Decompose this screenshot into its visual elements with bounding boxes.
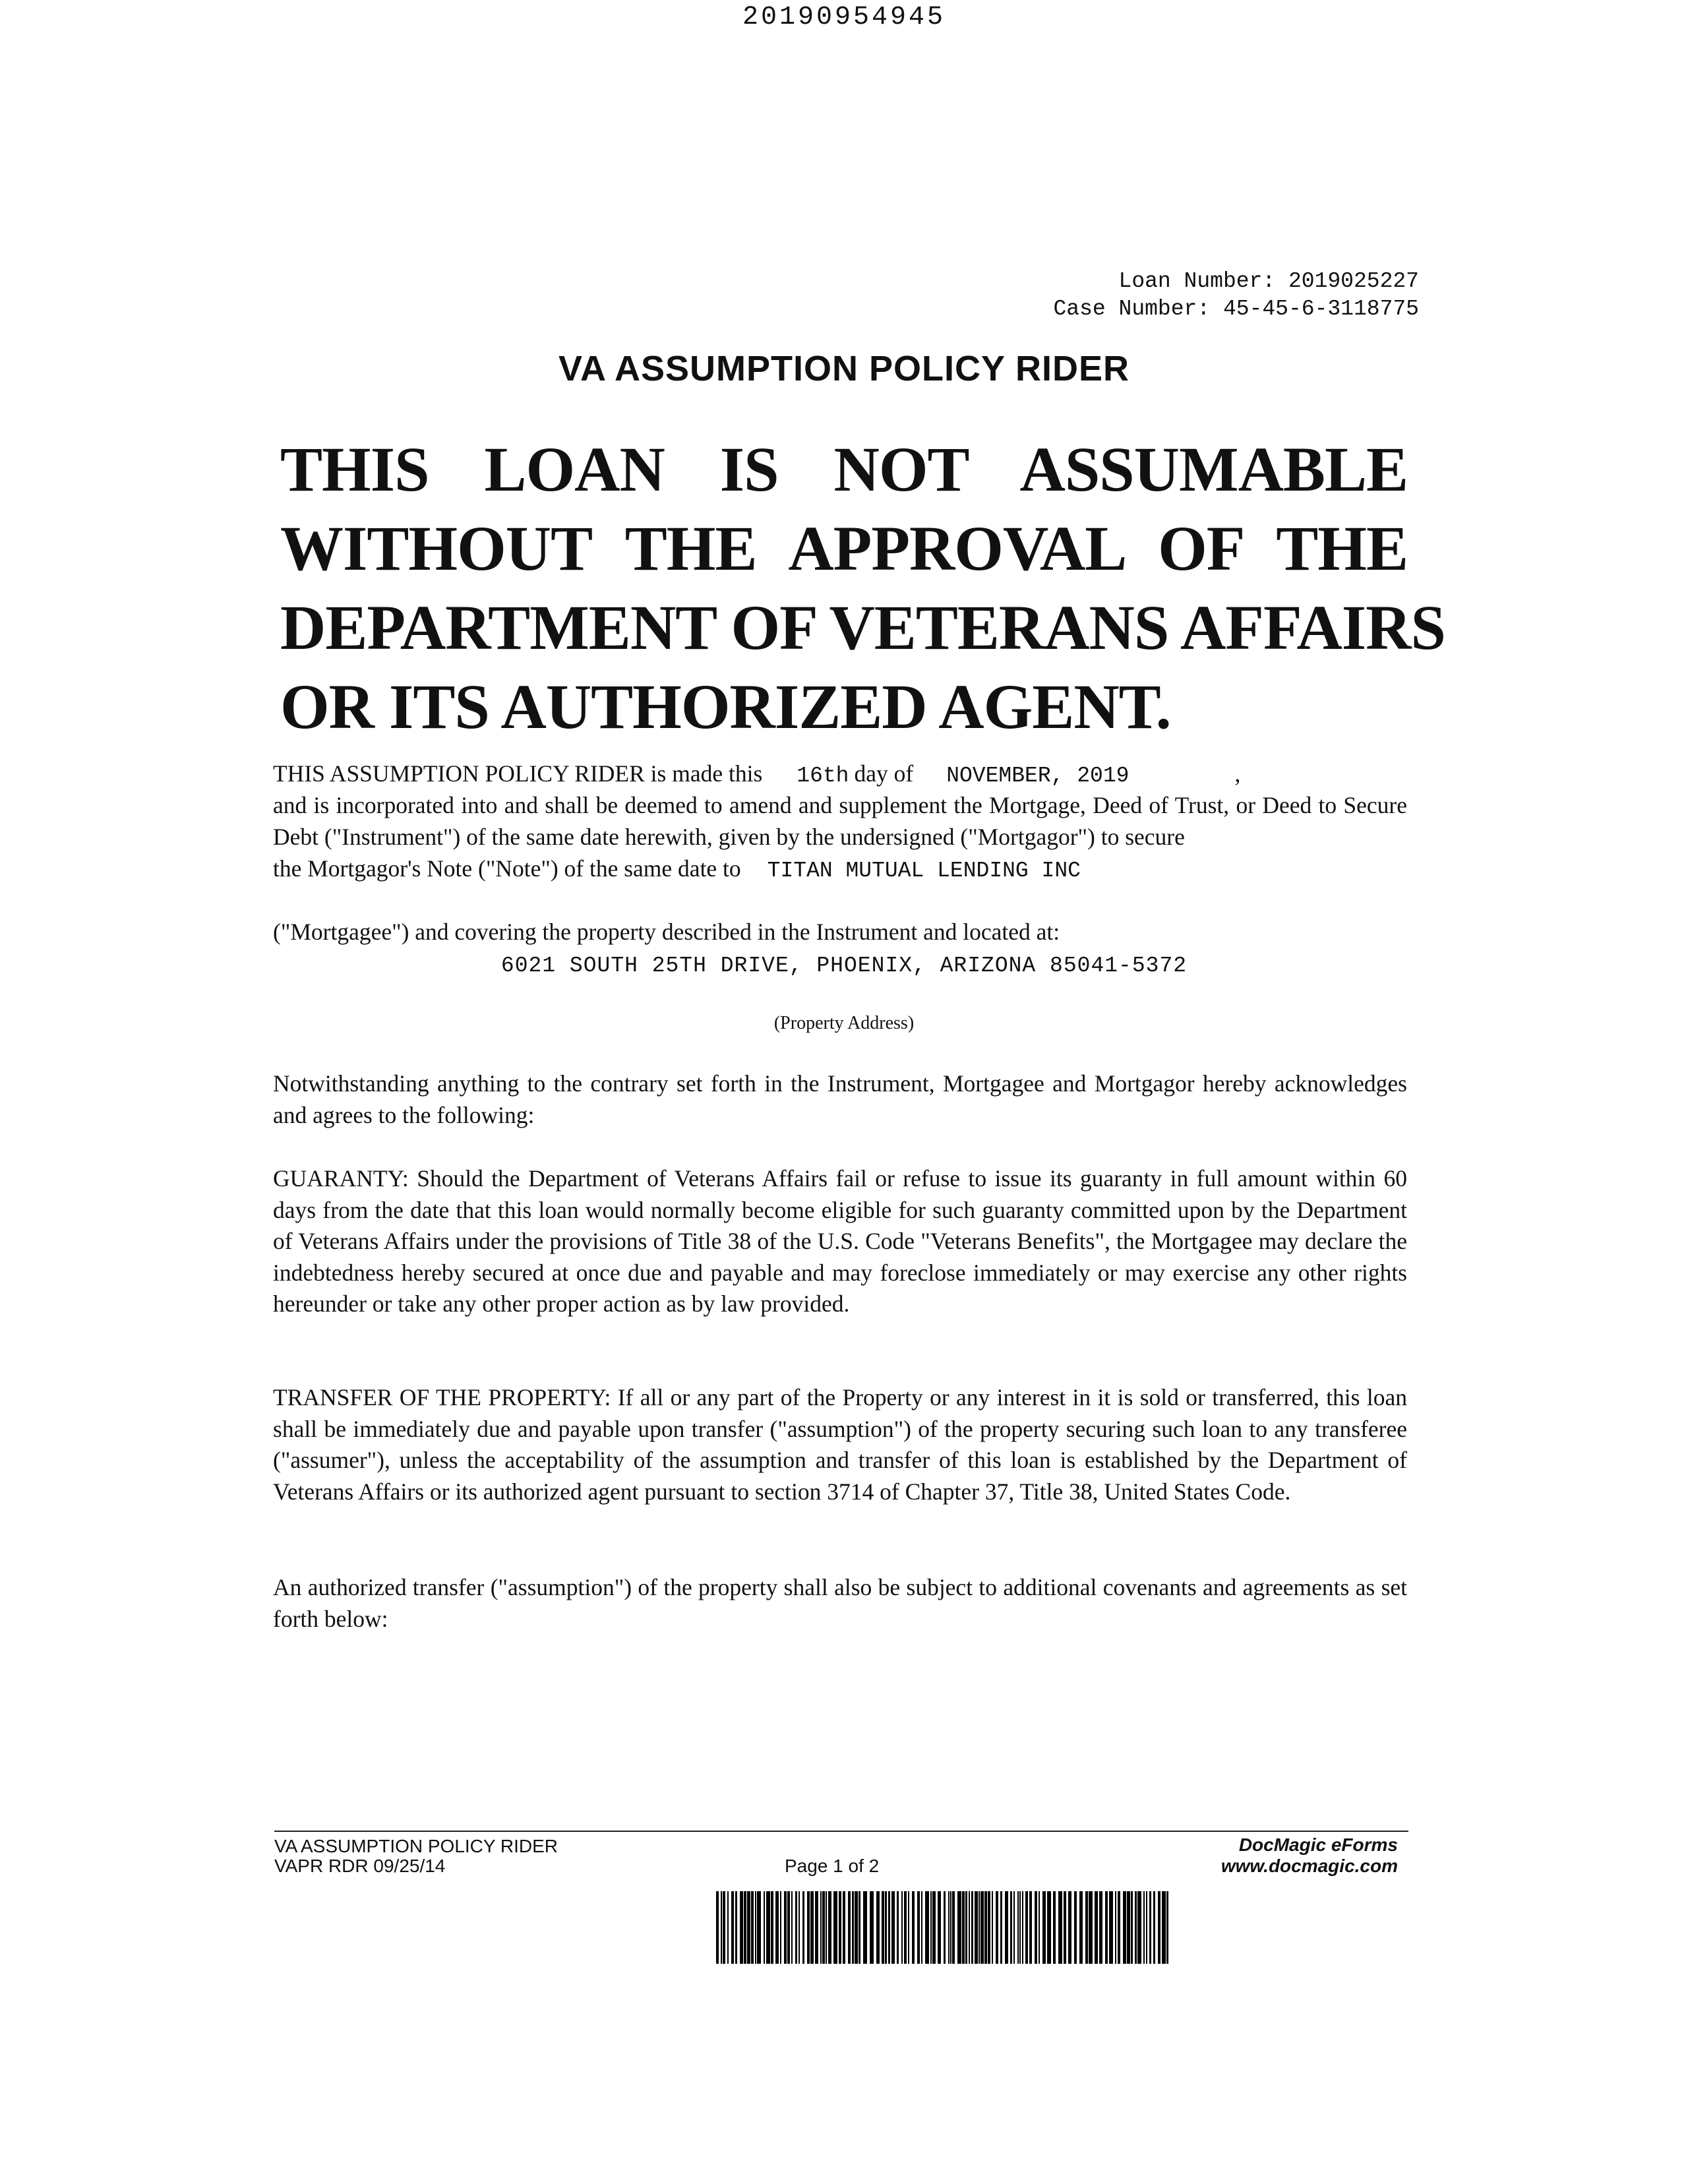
barcode-bar	[731, 1891, 734, 1964]
barcode-bar	[1047, 1891, 1051, 1964]
barcode-bar	[1053, 1891, 1056, 1964]
note-line	[273, 853, 1407, 887]
barcode-bar	[799, 1891, 800, 1964]
barcode-bar	[1166, 1891, 1168, 1964]
barcode-bar	[984, 1891, 987, 1964]
page-indicator: Page 1 of 2	[785, 1856, 880, 1876]
barcode-bar	[723, 1891, 725, 1964]
barcode-bar	[1127, 1891, 1130, 1964]
barcode-bar	[950, 1891, 951, 1964]
barcode-bar	[1123, 1891, 1126, 1964]
barcode-bar	[948, 1891, 950, 1964]
barcode-bar	[917, 1891, 920, 1964]
barcode-bar	[828, 1891, 831, 1964]
barcode-bar	[1019, 1891, 1021, 1964]
notwithstanding-paragraph: Notwithstanding anything to the contrary set forth in the Instrument, Mortgagee and Mortgagor hereby acknowledges and agrees to the following:	[273, 1070, 1407, 1128]
barcode-bar	[901, 1891, 903, 1964]
barcode-bar	[747, 1891, 750, 1964]
barcode-bar	[833, 1891, 837, 1964]
barcode-bar	[716, 1891, 719, 1964]
barcode-bar	[735, 1891, 737, 1964]
barcode-bar	[1109, 1891, 1113, 1964]
barcode-bar	[859, 1891, 860, 1964]
warning-line: DEPARTMENT OF VETERANS AFFAIRS	[280, 592, 1445, 663]
barcode-bar	[988, 1891, 990, 1964]
barcode-bar	[1010, 1891, 1012, 1964]
barcode-bar	[996, 1891, 998, 1964]
barcode-bar	[810, 1891, 814, 1964]
barcode-bar	[1135, 1891, 1137, 1964]
barcode-bar	[1022, 1891, 1023, 1964]
barcode-bar	[1158, 1891, 1160, 1964]
barcode-bar	[780, 1891, 781, 1964]
barcode-bar	[1099, 1891, 1102, 1964]
barcode-bar	[944, 1891, 946, 1964]
barcode-bar	[1149, 1891, 1151, 1964]
day-field: 16th	[797, 764, 849, 788]
barcode-bar	[848, 1891, 851, 1964]
barcode-bar	[885, 1891, 887, 1964]
intro-first-line	[273, 758, 1407, 792]
barcode-bar	[952, 1891, 955, 1964]
barcode-bar	[764, 1891, 765, 1964]
barcode-bar	[1085, 1891, 1088, 1964]
barcode-bar	[766, 1891, 770, 1964]
guaranty-paragraph: GUARANTY: Should the Department of Veterans Affairs fail or refuse to issue its guaranty in full amount within 60 days from the date that this loan would normally become eligible for such guaranty committed upon by the Department of Veterans Affairs under the provisions of Title 38 of the U.S. Code "Veterans Benefits", the Mortgagee may declare the indebtedness hereby secured at once due and payable and may foreclose immediately or may exercise any other rights hereunder or take any other proper action as by law provided.	[273, 1165, 1407, 1317]
barcode-bar	[852, 1891, 854, 1964]
mortgagee-line: ("Mortgagee") and covering the property described in the Instrument and located at:	[273, 919, 1060, 945]
case-number: Case Number: 45-45-6-3118775	[1053, 297, 1419, 321]
note-prefix: the Mortgagor's Note ("Note") of the same date to	[273, 855, 741, 882]
barcode-bar	[912, 1891, 915, 1964]
barcode-bar	[925, 1891, 929, 1964]
barcode-bar	[962, 1891, 965, 1964]
barcode-bar	[1143, 1891, 1145, 1964]
barcode-bar	[820, 1891, 822, 1964]
barcode-bar	[921, 1891, 922, 1964]
barcode-bar	[1079, 1891, 1083, 1964]
footer-divider	[274, 1831, 1408, 1832]
barcode-bar	[1005, 1891, 1008, 1964]
barcode-bar	[938, 1891, 941, 1964]
barcode-bar	[897, 1891, 899, 1964]
barcode-bar	[904, 1891, 907, 1964]
barcode-bar	[744, 1891, 746, 1964]
month-year-field: NOVEMBER, 2019	[946, 764, 1130, 788]
barcode-bar	[839, 1891, 841, 1964]
barcode-bar	[1013, 1891, 1015, 1964]
barcode-bar	[843, 1891, 845, 1964]
barcode	[716, 1891, 1174, 1964]
intro-body: and is incorporated into and shall be deemed to amend and supplement the Mortgage, Deed of Trust, or Deed to Secure Debt ("Instrument") of the same date herewith, given by the undersigned ("Mortgagor") to secure	[273, 792, 1407, 850]
barcode-bar	[979, 1891, 980, 1964]
barcode-bar	[815, 1891, 818, 1964]
barcode-bar	[969, 1891, 970, 1964]
intro-comma: ,	[1234, 760, 1241, 787]
barcode-bar	[1068, 1891, 1071, 1964]
barcode-bar	[882, 1891, 884, 1964]
barcode-bar	[876, 1891, 880, 1964]
footer-form-title: VA ASSUMPTION POLICY RIDER	[274, 1836, 558, 1856]
barcode-bar	[1118, 1891, 1120, 1964]
property-address-caption: (Property Address)	[773, 1013, 915, 1033]
property-address: 6021 SOUTH 25TH DRIVE, PHOENIX, ARIZONA 85041-5372	[500, 954, 1188, 978]
barcode-bar	[807, 1891, 810, 1964]
barcode-bar	[1137, 1891, 1141, 1964]
docmagic-logo: DocMagic eForms	[1238, 1835, 1398, 1855]
barcode-bar	[1074, 1891, 1077, 1964]
document-title: VA ASSUMPTION POLICY RIDER	[558, 349, 1130, 388]
barcode-bar	[932, 1891, 936, 1964]
barcode-bar	[727, 1891, 729, 1964]
barcode-bar	[1146, 1891, 1147, 1964]
barcode-bar	[1025, 1891, 1028, 1964]
barcode-bar	[1029, 1891, 1032, 1964]
barcode-bar	[980, 1891, 984, 1964]
barcode-bar	[721, 1891, 722, 1964]
barcode-bar	[870, 1891, 874, 1964]
barcode-bar	[971, 1891, 973, 1964]
barcode-bar	[802, 1891, 804, 1964]
barcode-bar	[787, 1891, 790, 1964]
footer-form-code: VAPR RDR 09/25/14	[274, 1856, 446, 1876]
barcode-bar	[975, 1891, 978, 1964]
barcode-bar	[795, 1891, 797, 1964]
warning-line: THIS LOAN IS NOT ASSUMABLE	[280, 434, 1408, 504]
barcode-bar	[965, 1891, 967, 1964]
barcode-bar	[1042, 1891, 1046, 1964]
barcode-bar	[740, 1891, 743, 1964]
barcode-bar	[1162, 1891, 1166, 1964]
barcode-bar	[1105, 1891, 1108, 1964]
barcode-bar	[826, 1891, 827, 1964]
barcode-bar	[822, 1891, 825, 1964]
barcode-bar	[757, 1891, 761, 1964]
barcode-bar	[751, 1891, 754, 1964]
docmagic-url: www.docmagic.com	[1221, 1856, 1398, 1876]
barcode-bar	[863, 1891, 867, 1964]
barcode-bar	[791, 1891, 793, 1964]
barcode-bar	[1064, 1891, 1066, 1964]
barcode-bar	[1095, 1891, 1098, 1964]
barcode-bar	[957, 1891, 961, 1964]
barcode-bar	[1017, 1891, 1019, 1964]
barcode-bar	[891, 1891, 895, 1964]
barcode-bar	[775, 1891, 779, 1964]
barcode-bar	[855, 1891, 858, 1964]
barcode-bar	[1058, 1891, 1062, 1964]
barcode-bar	[888, 1891, 890, 1964]
barcode-bar	[992, 1891, 993, 1964]
intro-prefix: THIS ASSUMPTION POLICY RIDER is made this	[273, 760, 763, 787]
warning-line: WITHOUT THE APPROVAL OF THE	[280, 513, 1408, 584]
barcode-bar	[1131, 1891, 1133, 1964]
barcode-bar	[1000, 1891, 1002, 1964]
barcode-bar	[930, 1891, 932, 1964]
barcode-bar	[755, 1891, 756, 1964]
loan-number: Loan Number: 2019025227	[1118, 269, 1419, 293]
day-of-label: day of	[854, 760, 914, 787]
lender-name: TITAN MUTUAL LENDING INC	[767, 859, 1081, 883]
warning-line: OR ITS AUTHORIZED AGENT.	[280, 671, 1171, 742]
barcode-bar	[784, 1891, 787, 1964]
authorized-transfer-paragraph: An authorized transfer ("assumption") of the property shall also be subject to additional covenants and agreements as set forth below:	[273, 1574, 1407, 1632]
barcode-bar	[1089, 1891, 1093, 1964]
barcode-bar	[1039, 1891, 1040, 1964]
barcode-bar	[1115, 1891, 1116, 1964]
recording-number: 20190954945	[742, 3, 946, 32]
barcode-bar	[1153, 1891, 1155, 1964]
assumption-warning	[280, 430, 1445, 746]
barcode-bar	[908, 1891, 909, 1964]
barcode-bar	[1035, 1891, 1037, 1964]
barcode-bar	[771, 1891, 773, 1964]
transfer-paragraph: TRANSFER OF THE PROPERTY: If all or any part of the Property or any interest in it is sold or transferred, this loan shall be immediately due and payable upon transfer ("assumption") of the property securing such loan to any transferee ("assumer"), unless the acceptability of the assumption and transfer of this loan is established by the Department of Veterans Affairs or its authorized agent pursuant to section 3714 of Chapter 37, Title 38, United States Code.	[273, 1384, 1407, 1505]
